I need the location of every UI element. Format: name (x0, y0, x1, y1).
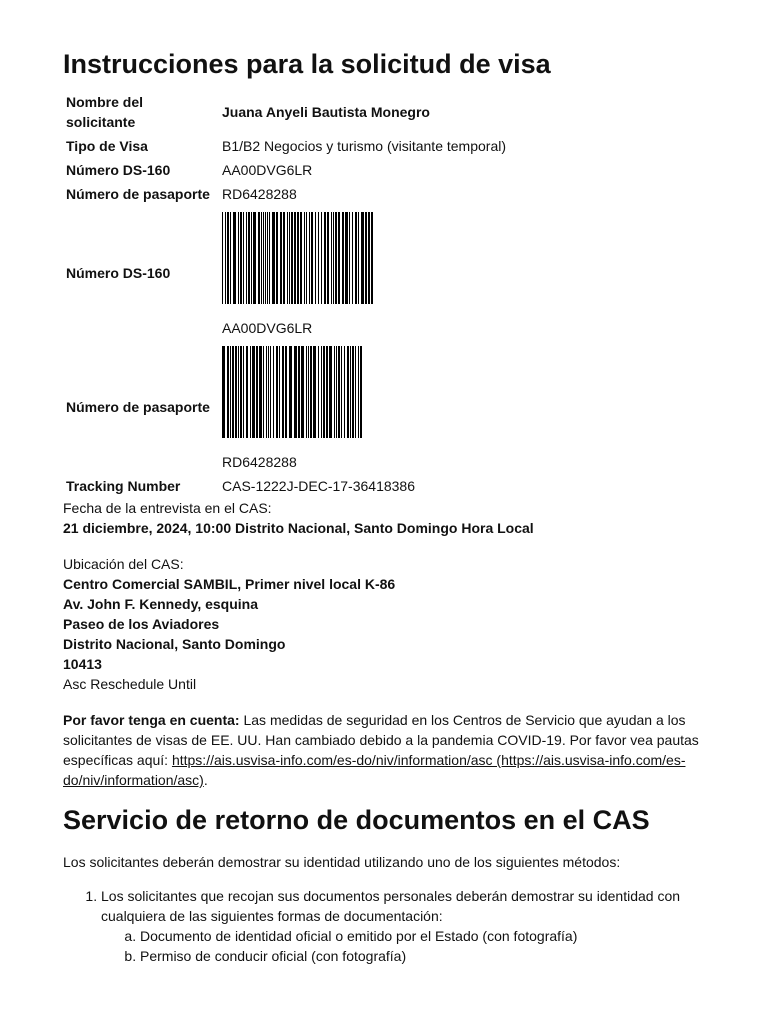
info-value: AA00DVG6LR (222, 162, 313, 178)
asc-info-link[interactable]: https://ais.usvisa-info.com/es-do/niv/information/asc (https://ais.usvisa-info.com/es-do/niv/information/asc) (63, 752, 686, 788)
barcode-bar (310, 346, 312, 438)
location-postal-code: 10413 (63, 656, 102, 672)
barcode-bar (347, 346, 349, 438)
barcode-bar (280, 212, 282, 304)
info-row-tracking (63, 474, 509, 498)
info-row-visa-type (63, 134, 509, 158)
barcode-bar (334, 346, 335, 438)
info-label: Número DS-160 (66, 162, 171, 178)
barcode-bar (297, 212, 299, 304)
barcode-bar (238, 346, 239, 438)
location-label: Ubicación del CAS: (63, 556, 184, 572)
location-line: Distrito Nacional, Santo Domingo (63, 636, 286, 652)
notice-lead: Por favor tenga en cuenta: (63, 712, 240, 728)
barcode-bar (246, 212, 247, 304)
barcode-bar (235, 346, 237, 438)
barcode-bar (324, 212, 326, 304)
methods-list (63, 886, 703, 966)
barcode-bar (222, 346, 225, 438)
barcode-bar (252, 346, 255, 438)
barcode-bar (263, 212, 264, 304)
barcode-bar (344, 346, 345, 438)
barcode-caption: RD6428288 (222, 454, 297, 470)
list-item: 1. Los solicitantes que recojan sus documentos personales deberán demostrar su identidad con cualquiera de las siguientes formas de documentación: a. Documento de identidad oficial o emitido por el Estado (con fotografía) b. Permiso de conducir oficial (con fotografía) (101, 886, 703, 966)
barcode-bar (227, 212, 229, 304)
barcode-bar (267, 212, 268, 304)
covid-notice: Por favor tenga en cuenta: Las medidas de seguridad en los Centros de Servicio que ayudan a los solicitantes de visas de EE. UU. Han cambiado debido a la pandemia COVID-19. Por favor vea pautas específicas aquí: https://ais.usvisa-info.com/es-do/niv/information/asc (https://ais.usvisa-info.com/es-do/niv/information/asc). (63, 712, 699, 788)
barcode-bar (360, 346, 362, 438)
section-title: Servicio de retorno de documentos en el CAS (63, 805, 650, 835)
tracking-number: CAS-1222J-DEC-17-36418386 (222, 478, 415, 494)
barcode-bar (304, 212, 305, 304)
info-row-name (63, 90, 509, 134)
barcode-bar (323, 346, 325, 438)
barcode-bar (243, 346, 244, 438)
barcode-bar (311, 212, 313, 304)
barcode-bar (225, 212, 226, 304)
info-value: RD6428288 (222, 186, 297, 202)
barcode-bar (256, 346, 258, 438)
barcode-bar (368, 212, 370, 304)
barcode-bar (333, 212, 334, 304)
barcode-bar (263, 346, 264, 438)
barcode-bar (294, 346, 297, 438)
interview-datetime: 21 diciembre, 2024, 10:00 Distrito Nacional, Santo Domingo Hora Local (63, 520, 534, 536)
barcode-bar (318, 212, 319, 304)
barcode-bar (355, 212, 357, 304)
barcode-bar (327, 212, 329, 304)
barcode-bar (350, 346, 351, 438)
barcode-bar (309, 212, 310, 304)
barcode-caption: AA00DVG6LR (222, 320, 313, 336)
barcode-bar (294, 212, 296, 304)
barcode-label: Número DS-160 (66, 265, 171, 281)
barcode-bar (230, 212, 231, 304)
list-item: a. Documento de identidad oficial o emitido por el Estado (con fotografía) (140, 926, 703, 946)
applicant-name: Juana Anyeli Bautista Monegro (222, 104, 430, 120)
barcode-bar (250, 346, 251, 438)
barcode-bar (285, 346, 287, 438)
barcode-bar (300, 212, 302, 304)
barcode-label: Número de pasaporte (66, 399, 210, 415)
barcode-bar (289, 212, 290, 304)
barcode-bar (301, 346, 304, 438)
document-page (63, 44, 703, 966)
barcode-bar (338, 346, 340, 438)
ds160-barcode-image (222, 212, 374, 304)
barcode-bar (258, 212, 260, 304)
barcode-bar (361, 212, 364, 304)
barcode-bar (331, 212, 332, 304)
barcode-bar (318, 346, 319, 438)
barcode-bar (298, 346, 300, 438)
barcode-bar (358, 212, 359, 304)
info-label: Tracking Number (66, 478, 181, 494)
passport-barcode-image (222, 346, 362, 438)
info-row-passport (63, 182, 509, 206)
barcode-bar (329, 346, 332, 438)
location-line: Paseo de los Aviadores (63, 616, 220, 632)
barcode-bar (261, 212, 262, 304)
info-label: Número de pasaporte (66, 186, 210, 202)
applicant-info-table (63, 90, 509, 498)
barcode-bar (270, 346, 271, 438)
barcode-bar (345, 212, 348, 304)
notice-text: Las medidas de seguridad en los Centros de Servicio que ayudan a los solicitantes de visas de EE. UU. Han cambiado debido a la pandemia COVID-19. Por favor vea pautas específicas aquí: (63, 712, 699, 768)
info-row-ds160 (63, 158, 509, 182)
barcode-bar (246, 346, 248, 438)
barcode-bar (282, 346, 284, 438)
barcode-bar (251, 212, 252, 304)
barcode-bar (365, 212, 367, 304)
interview-label: Fecha de la entrevista en el CAS: (63, 500, 272, 516)
reschedule-note: Asc Reschedule Until (63, 676, 197, 692)
barcode-bar (253, 212, 256, 304)
barcode-bar (240, 346, 242, 438)
barcode-bar (321, 212, 322, 304)
barcode-bar (352, 212, 353, 304)
barcode-bar (352, 346, 354, 438)
barcode-bar (259, 346, 262, 438)
barcode-bar (306, 346, 307, 438)
barcode-bar (268, 346, 269, 438)
barcode-bar (321, 346, 322, 438)
barcode-bar (272, 212, 275, 304)
barcode-bar (326, 346, 328, 438)
location-line: Centro Comercial SAMBIL, Primer nivel local K-86 (63, 576, 396, 592)
list-item: b. Permiso de conducir oficial (con fotografía) (140, 946, 703, 966)
barcode-bar (243, 212, 244, 304)
barcode-bar (273, 346, 274, 438)
barcode-bar (358, 346, 359, 438)
barcode-bar (269, 212, 270, 304)
barcode-bar (240, 212, 242, 304)
barcode-bar (349, 212, 350, 304)
barcode-bar (342, 212, 344, 304)
info-label: Nombre del solicitante (66, 94, 144, 130)
barcode-bar (227, 346, 229, 438)
barcode-bar (283, 212, 285, 304)
barcode-bar (315, 212, 316, 304)
barcode-bar (338, 212, 340, 304)
info-label: Tipo de Visa (66, 138, 148, 154)
barcode-bar (308, 346, 309, 438)
page-title: Instrucciones para la solicitud de visa (63, 49, 551, 79)
barcode-bar (371, 212, 373, 304)
barcode-bar (232, 346, 234, 438)
barcode-bar (341, 346, 342, 438)
sub-list (101, 926, 703, 966)
barcode-bar (248, 212, 250, 304)
barcode-bar (276, 346, 278, 438)
barcode-row-ds160 (63, 206, 509, 340)
barcode-bar (306, 212, 307, 304)
barcode-bar (279, 346, 280, 438)
barcode-bar (336, 346, 337, 438)
barcode-row-passport (63, 340, 509, 474)
barcode-bar (238, 212, 239, 304)
section-intro: Los solicitantes deberán demostrar su identidad utilizando uno de los siguientes métodos: (63, 854, 621, 870)
barcode-bar (355, 346, 356, 438)
barcode-bar (230, 346, 231, 438)
barcode-bar (276, 212, 278, 304)
barcode-bar (265, 212, 266, 304)
barcode-bar (266, 346, 267, 438)
barcode-bar (287, 212, 288, 304)
location-line: Av. John F. Kennedy, esquina (63, 596, 258, 612)
barcode-bar (222, 212, 223, 304)
info-value: B1/B2 Negocios y turismo (visitante temporal) (222, 138, 506, 154)
barcode-bar (291, 212, 293, 304)
barcode-bar (335, 212, 337, 304)
barcode-bar (233, 212, 236, 304)
barcode-bar (289, 346, 292, 438)
barcode-bar (313, 346, 316, 438)
